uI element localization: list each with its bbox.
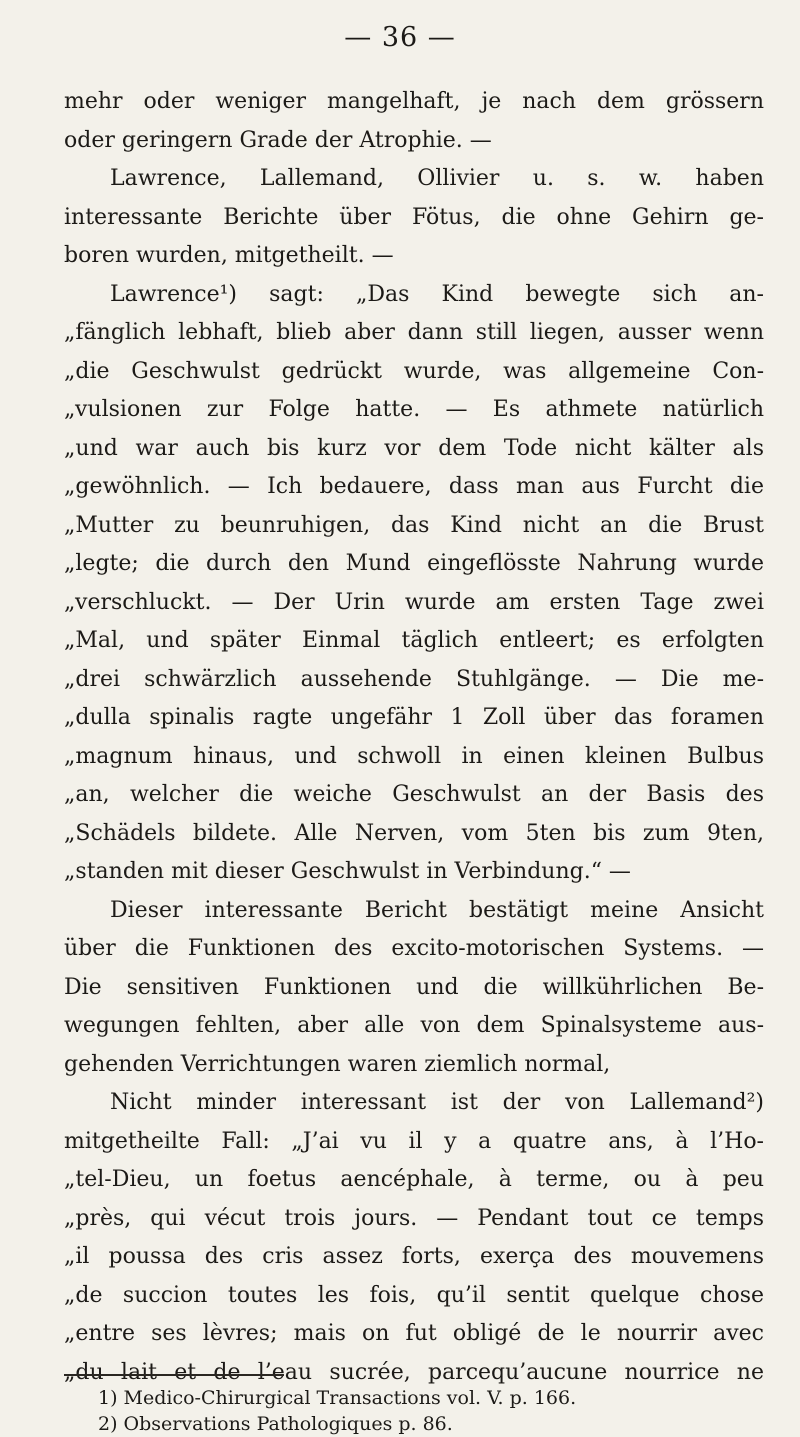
text-line: „die Geschwulst gedrückt wurde, was allgemeine Con- bbox=[64, 358, 764, 384]
text-line: „vulsionen zur Folge hatte. — Es athmete natürlich bbox=[64, 397, 764, 422]
text-line: „fänglich lebhaft, blieb aber dann still liegen, ausser wenn bbox=[64, 320, 764, 345]
text-line: „drei schwärzlich aussehende Stuhlgänge. — Die me- bbox=[64, 666, 764, 692]
text-line: mehr oder weniger mangelhaft, je nach dem grössern bbox=[64, 89, 764, 114]
text-line: „Mutter zu beunruhigen, das Kind nicht an die Brust bbox=[64, 512, 764, 538]
text-line: Dieser interessante Bericht bestätigt meine Ansicht bbox=[110, 897, 764, 923]
text-line: oder geringern Grade der Atrophie. — bbox=[64, 127, 492, 153]
text-line: „verschluckt. — Der Urin wurde am ersten Tage zwei bbox=[64, 589, 764, 615]
text-line: „und war auch bis kurz vor dem Tode nicht kälter als bbox=[64, 435, 764, 461]
text-line: boren wurden, mitgetheilt. — bbox=[64, 243, 394, 268]
text-line: über die Funktionen des excito-motorischen Systems. — bbox=[64, 936, 764, 961]
footnote-1: 1) Medico-Chirurgical Transactions vol. V. p. 166. bbox=[98, 1387, 577, 1409]
footnotes bbox=[98, 1385, 758, 1437]
text-line: „de succion toutes les fois, qu’il sentit quelque chose bbox=[64, 1282, 764, 1308]
text-line: Nicht minder interessant ist der von Lallemand²) bbox=[110, 1090, 764, 1115]
text-line: „il poussa des cris assez forts, exerça des mouvemens bbox=[64, 1244, 764, 1269]
text-line: „tel-Dieu, un foetus aencéphale, à terme, ou à peu bbox=[64, 1167, 764, 1192]
footnote-divider bbox=[64, 1374, 284, 1376]
text-line: „legte; die durch den Mund eingeflösste Nahrung wurde bbox=[64, 551, 764, 576]
text-line: mitgetheilte Fall: „J’ai vu il y a quatre ans, à l’Ho- bbox=[64, 1128, 764, 1154]
page-number: — 36 — bbox=[344, 22, 456, 53]
footnote-2: 2) Observations Pathologiques p. 86. bbox=[98, 1413, 453, 1435]
text-line: „standen mit dieser Geschwulst in Verbindung.“ — bbox=[64, 859, 631, 884]
text-line: „Mal, und später Einmal täglich entleert; es erfolgten bbox=[64, 628, 764, 653]
text-line: „gewöhnlich. — Ich bedauere, dass man aus Furcht die bbox=[64, 474, 764, 499]
text-line: „Schädels bildete. Alle Nerven, vom 5ten bis zum 9ten, bbox=[64, 820, 764, 846]
text-line: „magnum hinaus, und schwoll in einen kleinen Bulbus bbox=[64, 743, 764, 769]
text-line: gehenden Verrichtungen waren ziemlich normal, bbox=[64, 1051, 611, 1077]
text-line: „près, qui vécut trois jours. — Pendant tout ce temps bbox=[64, 1205, 764, 1231]
text-line: wegungen fehlten, aber alle von dem Spinalsysteme aus- bbox=[64, 1013, 764, 1038]
text-line: interessante Berichte über Fötus, die ohne Gehirn ge- bbox=[64, 204, 764, 230]
text-line: „entre ses lèvres; mais on fut obligé de le nourrir avec bbox=[64, 1321, 764, 1346]
text-line: Lawrence¹) sagt: „Das Kind bewegte sich an- bbox=[110, 281, 764, 307]
text-line: Lawrence, Lallemand, Ollivier u. s. w. haben bbox=[110, 166, 764, 191]
body-text bbox=[64, 83, 764, 1392]
text-line: „dulla spinalis ragte ungefähr 1 Zoll über das foramen bbox=[64, 705, 764, 730]
text-line: „an, welcher die weiche Geschwulst an der Basis des bbox=[64, 782, 764, 807]
text-line: „du lait et de l’eau sucrée, parcequ’aucune nourrice ne bbox=[64, 1359, 764, 1385]
text-line: Die sensitiven Funktionen und die willkührlichen Be- bbox=[64, 974, 764, 1000]
